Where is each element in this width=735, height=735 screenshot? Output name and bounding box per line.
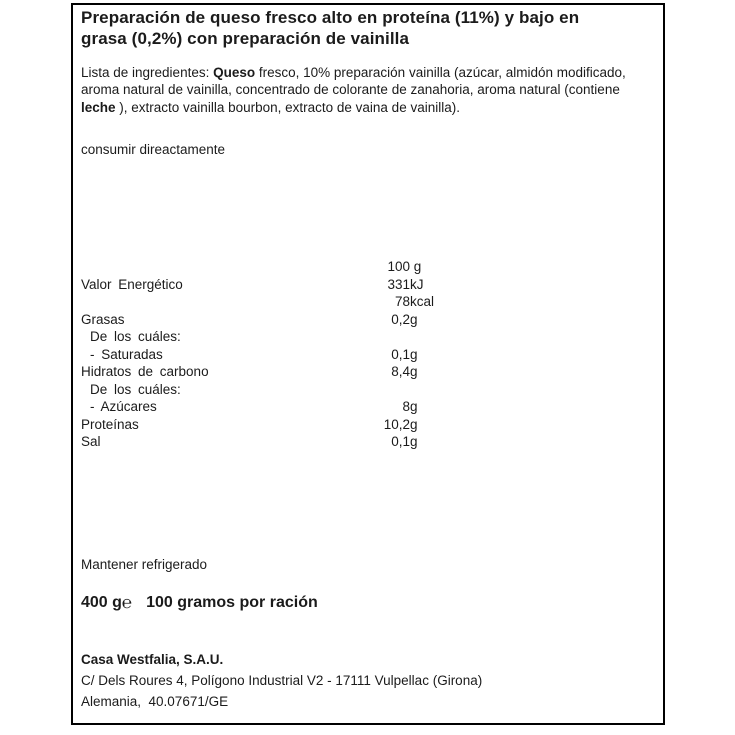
table-row-sugars: [81, 398, 646, 416]
nutrition-row-label: Proteínas: [81, 416, 139, 432]
table-row-fat: [81, 311, 646, 329]
ingredients-middle: fresco, 10% preparación vainilla (azúcar, almidón modificado, aroma natural de vainilla, concentrado de colorante de zanahoria, aroma natural (contiene: [81, 64, 626, 97]
table-row-carbohydrate: [81, 363, 646, 381]
nutrition-table: [81, 258, 646, 451]
ingredients-text: [81, 64, 633, 117]
nutrition-row-unit: g: [410, 311, 418, 327]
nutrition-row-label: De los cuáles:: [90, 329, 181, 344]
table-row-header-100g: [81, 258, 646, 276]
ingredients-end: ), extracto vainilla bourbon, extracto de vaina de vainilla).: [115, 99, 460, 115]
net-weight: 400 g: [81, 594, 122, 611]
nutrition-row-unit: g: [410, 416, 418, 432]
table-row-energy-kj: [81, 276, 646, 294]
nutrition-row-value: 0,1: [391, 346, 410, 362]
nutrition-row-label: - Saturadas: [90, 346, 163, 362]
nutrition-row-value: 8,4: [391, 364, 410, 379]
nutrition-row-label: Sal: [81, 434, 101, 449]
consumption-note: consumir direactamente: [81, 142, 226, 157]
nutrition-row-label: Grasas: [81, 311, 125, 327]
estimated-sign-icon: ℮: [121, 593, 133, 612]
nutrition-row-unit: g: [410, 399, 418, 414]
table-row-of-which-1: [81, 328, 646, 346]
nutrition-row-value: 0,1: [391, 434, 410, 449]
manufacturer-address: C/ Dels Roures 4, Polígono Industrial V2 - 17111 Vulpellac (Girona): [81, 673, 483, 688]
nutrition-row-label: De los cuáles:: [90, 381, 181, 397]
table-row-protein: [81, 416, 646, 434]
table-row-saturates: [81, 346, 646, 364]
nutrition-row-value: 331: [387, 276, 410, 292]
nutrition-row-unit: g: [410, 434, 418, 449]
nutrition-row-value: 78: [394, 294, 410, 309]
product-title-line2: grasa (0,2%) con preparación de vainilla: [81, 29, 410, 48]
table-row-energy-kcal: [81, 293, 646, 311]
nutrition-row-unit: g: [410, 346, 418, 362]
product-label-frame: [71, 3, 665, 725]
nutrition-row-value: 10,2: [383, 416, 410, 432]
serving-info: 100 gramos por ración: [146, 594, 318, 611]
nutrition-row-unit: kcal: [410, 294, 435, 309]
nutrition-row-label: Valor Energético: [81, 276, 183, 292]
nutrition-row-value: 8: [402, 399, 410, 414]
nutrition-row-label: - Azúcares: [90, 399, 157, 414]
manufacturer-country-registration: Alemania, 40.07671/GE: [81, 694, 229, 709]
ingredients-intro: Lista de ingredientes:: [81, 64, 214, 80]
nutrition-row-value: 0,2: [391, 311, 410, 327]
table-row-salt: [81, 433, 646, 451]
ingredient-bold-queso: Queso: [213, 64, 256, 80]
nutrition-row-value: 100: [387, 259, 410, 274]
table-row-of-which-2: [81, 381, 646, 399]
nutrition-row-unit: g: [410, 364, 418, 379]
nutrition-row-unit: kJ: [410, 276, 424, 292]
manufacturer-block: [81, 649, 482, 712]
nutrition-row-unit: g: [410, 259, 422, 274]
nutrition-row-label: Hidratos de carbono: [81, 364, 209, 379]
manufacturer-name: Casa Westfalia, S.A.U.: [81, 652, 224, 667]
product-title-line1: Preparación de queso fresco alto en proteína (11%) y bajo en: [81, 8, 580, 27]
allergen-bold-leche: leche: [81, 99, 116, 115]
pack-size-line: [81, 593, 318, 613]
storage-note: Mantener refrigerado: [81, 557, 208, 572]
product-title: [81, 7, 659, 49]
